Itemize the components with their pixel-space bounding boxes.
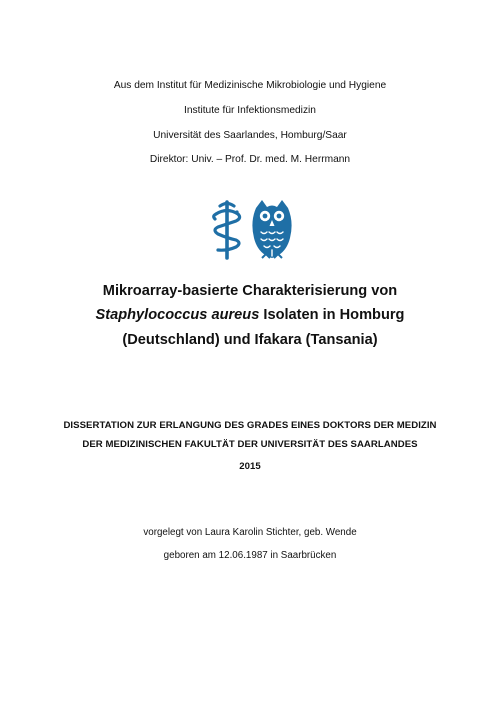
thesis-title-line-1: Mikroarray-basierte Charakterisierung von <box>102 283 398 299</box>
faculty-logo <box>206 198 298 262</box>
thesis-title-line-3: (Deutschland) und Ifakara (Tansania) <box>122 332 378 348</box>
director-line: Direktor: Univ. – Prof. Dr. med. M. Herrmann <box>149 154 351 165</box>
thesis-title-line-2-rest: Isolaten in Homburg <box>259 307 405 323</box>
thesis-title-line-2 <box>0 307 500 323</box>
author-line: vorgelegt von Laura Karolin Stichter, geb. Wende <box>143 527 357 538</box>
university-line: Universität des Saarlandes, Homburg/Saar <box>153 130 347 141</box>
owl-emblem-icon <box>252 200 291 258</box>
aesculapian-staff-icon <box>214 202 240 258</box>
institute-subline: Institute für Infektionsmedizin <box>184 105 316 116</box>
dissertation-year: 2015 <box>239 461 261 472</box>
dissertation-line-1: DISSERTATION ZUR ERLANGUNG DES GRADES EINES DOKTORS DER MEDIZIN <box>63 420 437 431</box>
birth-line: geboren am 12.06.1987 in Saarbrücken <box>163 550 337 561</box>
dissertation-line-2: DER MEDIZINISCHEN FAKULTÄT DER UNIVERSITÄT DES SAARLANDES <box>82 439 418 450</box>
species-name: Staphylococcus aureus <box>95 307 260 323</box>
institute-line: Aus dem Institut für Medizinische Mikrobiologie und Hygiene <box>113 80 387 91</box>
